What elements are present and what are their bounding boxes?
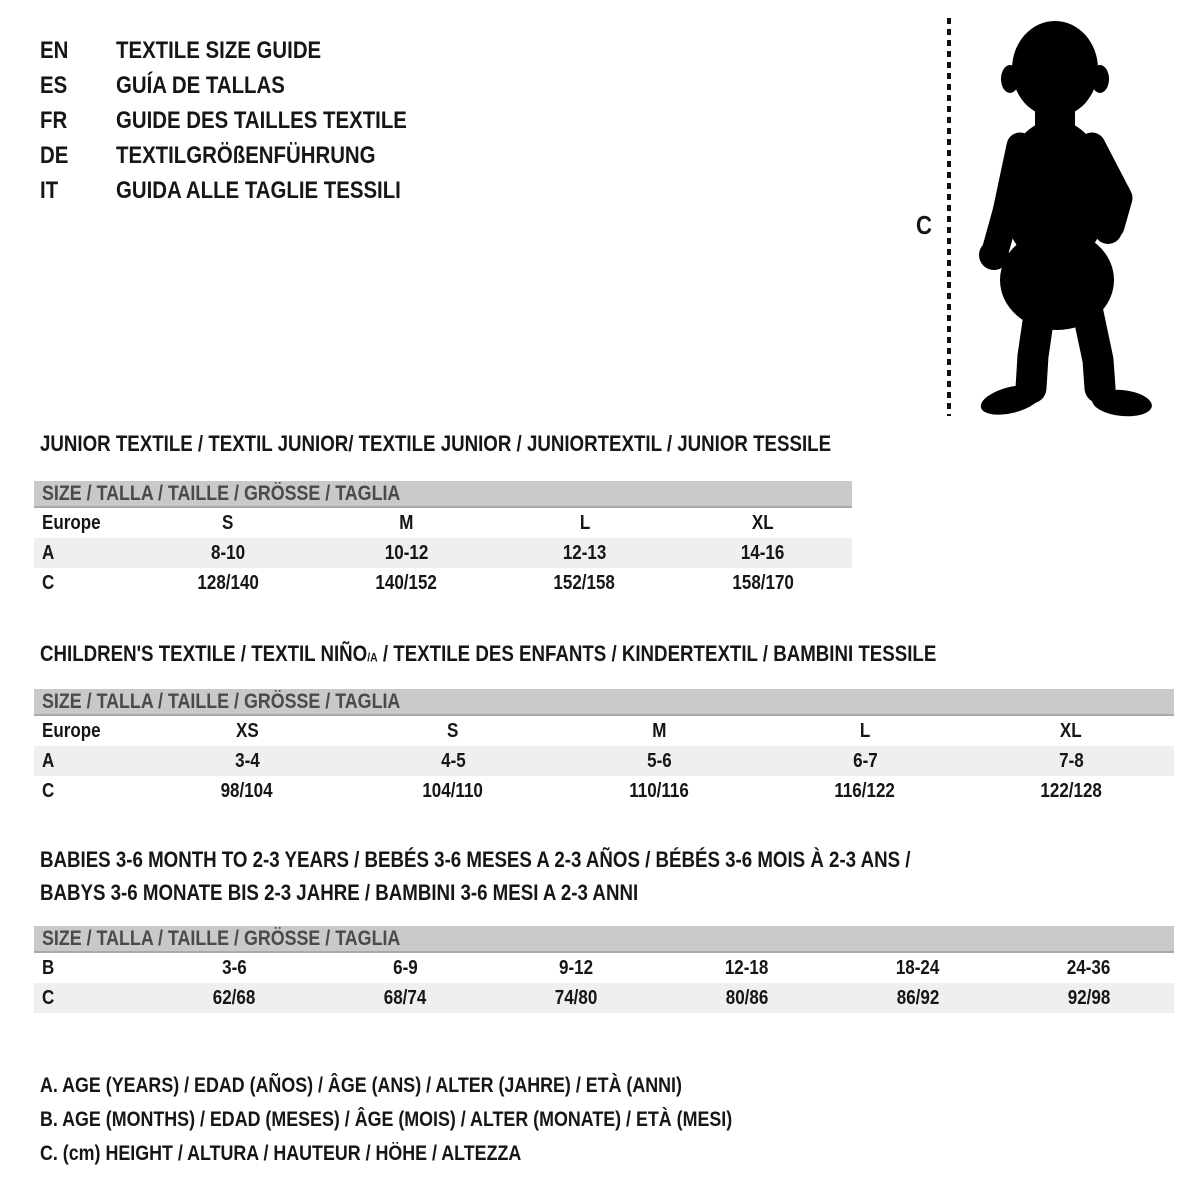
legend-line-height-cm xyxy=(40,1137,854,1171)
size-value: XL xyxy=(752,511,774,534)
size-header-text: SIZE / TALLA / TAILLE / GRÖSSE / TAGLIA xyxy=(42,926,401,950)
value-cell xyxy=(1003,983,1174,1013)
children-section-title xyxy=(40,637,1095,675)
size-col-header xyxy=(139,508,317,538)
size-header-row xyxy=(34,716,1174,746)
value-cell xyxy=(674,538,852,568)
value-cell xyxy=(762,746,968,776)
cell-value: 12-13 xyxy=(562,541,607,564)
age-years-row xyxy=(34,746,1174,776)
cell-value: 12-18 xyxy=(725,956,769,979)
value-cell xyxy=(320,983,491,1013)
value-cell xyxy=(832,953,1003,983)
cell-value: 18-24 xyxy=(895,956,940,979)
size-col-header xyxy=(317,508,495,538)
cell-value: 122/128 xyxy=(1040,779,1102,802)
size-col-header xyxy=(496,508,674,538)
value-cell xyxy=(968,776,1174,806)
babies-size-table xyxy=(34,926,1174,1013)
age-years-row xyxy=(34,538,852,568)
legend-line-age-years xyxy=(40,1069,854,1103)
lang-row-de xyxy=(40,138,458,173)
size-col-header xyxy=(144,716,350,746)
legend-text: B. AGE (MONTHS) / EDAD (MESES) / ÂGE (MOIS) / ALTER (MONATE) / ETÀ (MESI) xyxy=(40,1108,733,1131)
cell-value: 80/86 xyxy=(725,986,769,1009)
height-cm-row xyxy=(34,776,1174,806)
size-col-header xyxy=(556,716,762,746)
cell-value: 4-5 xyxy=(440,749,466,772)
cell-value: 152/158 xyxy=(553,571,616,594)
value-cell xyxy=(139,538,317,568)
cell-value: 74/80 xyxy=(554,986,598,1009)
children-size-table xyxy=(34,689,1174,806)
value-cell xyxy=(317,568,495,598)
value-cell xyxy=(661,953,832,983)
title-part-main: CHILDREN'S TEXTILE / TEXTIL NIÑO xyxy=(40,641,368,666)
value-cell xyxy=(350,776,556,806)
size-col-header xyxy=(968,716,1174,746)
size-header-bar xyxy=(34,481,852,508)
lang-title: TEXTILGRÖßENFÜHRUNG xyxy=(116,142,376,169)
size-value: L xyxy=(859,719,871,742)
value-cell xyxy=(149,983,320,1013)
cell-value: 6-9 xyxy=(392,956,418,979)
row-label-cell xyxy=(34,953,149,983)
value-cell xyxy=(832,983,1003,1013)
junior-section-title-text: JUNIOR TEXTILE / TEXTIL JUNIOR/ TEXTILE JUNIOR / JUNIORTEXTIL / JUNIOR TESSILE xyxy=(40,431,832,456)
babies-title-line2: BABYS 3-6 MONATE BIS 2-3 JAHRE / BAMBINI 3-6 MESI A 2-3 ANNI xyxy=(40,880,639,905)
value-cell xyxy=(556,776,762,806)
row-label-cell xyxy=(34,568,139,598)
size-value: M xyxy=(399,511,414,534)
value-cell xyxy=(491,953,662,983)
cell-value: 86/92 xyxy=(896,986,939,1009)
lang-title: GUÍA DE TALLAS xyxy=(116,72,285,99)
size-value: XL xyxy=(1060,719,1082,742)
value-cell xyxy=(496,538,674,568)
cell-value: 10-12 xyxy=(384,541,429,564)
value-cell xyxy=(317,538,495,568)
lang-code: EN xyxy=(40,37,69,64)
value-cell xyxy=(496,568,674,598)
junior-section-title xyxy=(40,427,971,460)
cell-value: 98/104 xyxy=(220,779,273,802)
value-cell xyxy=(1003,953,1174,983)
lang-title: TEXTILE SIZE GUIDE xyxy=(116,37,322,64)
children-section-title-text xyxy=(40,637,936,675)
children-table-grid xyxy=(34,716,1174,806)
legend-text: A. AGE (YEARS) / EDAD (AÑOS) / ÂGE (ANS) / ALTER (JAHRE) / ETÀ (ANNI) xyxy=(40,1074,682,1097)
cell-value: 5-6 xyxy=(646,749,672,772)
lang-row-it xyxy=(40,173,458,208)
value-cell xyxy=(556,746,762,776)
row-label-cell xyxy=(34,746,144,776)
row-label: A xyxy=(42,541,55,564)
cell-value: 128/140 xyxy=(197,571,259,594)
cell-value: 110/116 xyxy=(629,779,689,802)
value-cell xyxy=(144,746,350,776)
row-label-cell xyxy=(34,538,139,568)
title-part-rest: / TEXTILE DES ENFANTS / KINDERTEXTIL / BAMBINI TESSILE xyxy=(377,641,937,666)
size-col-header xyxy=(674,508,852,538)
toddler-silhouette-icon xyxy=(956,12,1160,418)
height-cm-row xyxy=(34,983,1174,1013)
size-col-header xyxy=(762,716,968,746)
lang-title: GUIDA ALLE TAGLIE TESSILI xyxy=(116,177,401,204)
row-label: C xyxy=(42,986,55,1009)
value-cell xyxy=(674,568,852,598)
cell-value: 7-8 xyxy=(1058,749,1084,772)
lang-code: IT xyxy=(40,177,59,204)
size-value: M xyxy=(651,719,667,742)
cell-value: 140/152 xyxy=(375,571,438,594)
row-label-cell xyxy=(34,983,149,1013)
value-cell xyxy=(762,776,968,806)
height-measure-label: C xyxy=(916,210,932,240)
lang-row-en xyxy=(40,33,458,68)
size-header-text: SIZE / TALLA / TAILLE / GRÖSSE / TAGLIA xyxy=(42,689,401,713)
babies-section-title xyxy=(40,843,1064,909)
size-value: S xyxy=(222,511,234,534)
title-part-sub: /A xyxy=(367,650,378,665)
cell-value: 62/68 xyxy=(213,986,256,1009)
cell-value: 116/122 xyxy=(834,779,896,802)
row-label: A xyxy=(42,749,55,772)
size-col-header xyxy=(350,716,556,746)
size-header-text: SIZE / TALLA / TAILLE / GRÖSSE / TAGLIA xyxy=(42,481,401,505)
size-header-row xyxy=(34,508,852,538)
lang-code: FR xyxy=(40,107,68,134)
size-value: XS xyxy=(235,719,259,742)
cell-value: 8-10 xyxy=(211,541,246,564)
age-months-row xyxy=(34,953,1174,983)
value-cell xyxy=(350,746,556,776)
value-cell xyxy=(661,983,832,1013)
junior-size-table xyxy=(34,481,852,598)
cell-value: 3-4 xyxy=(234,749,260,772)
language-title-list xyxy=(40,33,458,208)
babies-title-line1: BABIES 3-6 MONTH TO 2-3 YEARS / BEBÉS 3-6 MESES A 2-3 AÑOS / BÉBÉS 3-6 MOIS À 2-3 ANS / xyxy=(40,847,911,872)
legend-line-age-months xyxy=(40,1103,854,1137)
value-cell xyxy=(144,776,350,806)
region-label: Europe xyxy=(42,719,101,742)
region-label-cell xyxy=(34,508,139,538)
value-cell xyxy=(149,953,320,983)
value-cell xyxy=(320,953,491,983)
cell-value: 14-16 xyxy=(741,541,785,564)
region-label-cell xyxy=(34,716,144,746)
row-label: C xyxy=(42,779,55,802)
value-cell xyxy=(491,983,662,1013)
lang-row-fr xyxy=(40,103,458,138)
size-value: L xyxy=(579,511,590,534)
row-label-cell xyxy=(34,776,144,806)
height-measure-line xyxy=(947,18,951,416)
cell-value: 3-6 xyxy=(222,956,247,979)
cell-value: 158/170 xyxy=(732,571,794,594)
size-header-bar xyxy=(34,926,1174,953)
junior-table-grid xyxy=(34,508,852,598)
legend xyxy=(40,1069,854,1171)
cell-value: 6-7 xyxy=(852,749,878,772)
cell-value: 68/74 xyxy=(383,986,427,1009)
lang-code: DE xyxy=(40,142,69,169)
legend-text: C. (cm) HEIGHT / ALTURA / HAUTEUR / HÖHE / ALTEZZA xyxy=(40,1142,522,1165)
lang-row-es xyxy=(40,68,458,103)
value-cell xyxy=(139,568,317,598)
lang-code: ES xyxy=(40,72,68,99)
lang-title: GUIDE DES TAILLES TEXTILE xyxy=(116,107,407,134)
babies-table-grid xyxy=(34,953,1174,1013)
cell-value: 92/98 xyxy=(1067,986,1110,1009)
cell-value: 9-12 xyxy=(559,956,594,979)
value-cell xyxy=(968,746,1174,776)
height-cm-row xyxy=(34,568,852,598)
row-label: B xyxy=(42,956,55,979)
size-header-bar xyxy=(34,689,1174,716)
cell-value: 104/110 xyxy=(422,779,484,802)
row-label: C xyxy=(42,571,55,594)
cell-value: 24-36 xyxy=(1066,956,1111,979)
size-value: S xyxy=(447,719,459,742)
region-label: Europe xyxy=(42,511,101,534)
